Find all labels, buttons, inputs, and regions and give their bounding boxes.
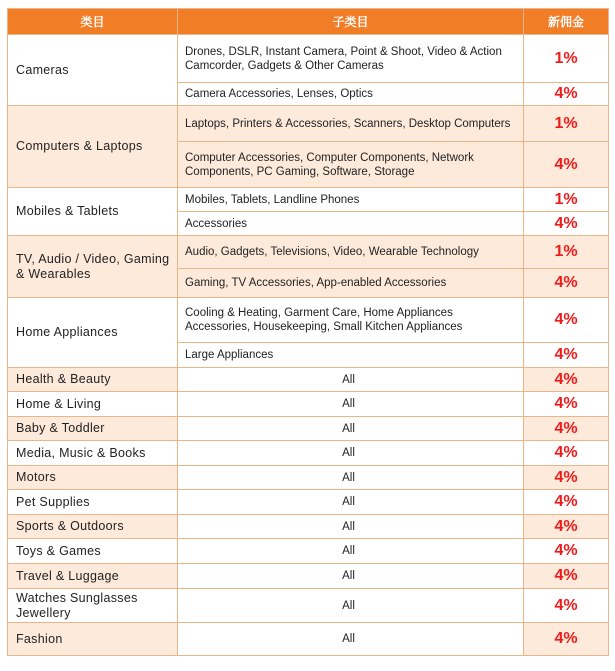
category-cell: Motors — [8, 466, 178, 490]
subcategory-cell: All — [178, 417, 524, 441]
commission-table — [7, 8, 609, 656]
header-category: 类目 — [8, 9, 178, 35]
subcategory-cell: Drones, DSLR, Instant Camera, Point & Shoot, Video & Action Camcorder, Gadgets & Other Cameras — [178, 35, 524, 83]
rate-cell: 1% — [524, 236, 609, 269]
subcategory-cell: All — [178, 539, 524, 564]
table-row — [8, 515, 609, 539]
rate-cell: 4% — [524, 392, 609, 417]
rate-cell: 4% — [524, 269, 609, 298]
table-row — [8, 298, 609, 343]
category-cell: Sports & Outdoors — [8, 515, 178, 539]
category-cell: Media, Music & Books — [8, 441, 178, 466]
subcategory-cell: Audio, Gadgets, Televisions, Video, Wearable Technology — [178, 236, 524, 269]
subcategory-cell: Cooling & Heating, Garment Care, Home Appliances Accessories, Housekeeping, Small Kitchen Appliances — [178, 298, 524, 343]
table-row — [8, 490, 609, 515]
subcategory-cell: All — [178, 441, 524, 466]
category-cell: Fashion — [8, 623, 178, 656]
subcategory-cell: All — [178, 623, 524, 656]
category-cell: Travel & Luggage — [8, 564, 178, 589]
subcategory-cell: All — [178, 515, 524, 539]
table-row — [8, 466, 609, 490]
rate-cell: 4% — [524, 343, 609, 368]
subcategory-cell: All — [178, 368, 524, 392]
rate-cell: 4% — [524, 368, 609, 392]
table-row — [8, 564, 609, 589]
category-cell: Cameras — [8, 35, 178, 106]
subcategory-cell: Accessories — [178, 212, 524, 236]
rate-cell: 4% — [524, 515, 609, 539]
table-row — [8, 35, 609, 83]
category-cell: Health & Beauty — [8, 368, 178, 392]
table-row — [8, 417, 609, 441]
rate-cell: 1% — [524, 106, 609, 142]
table-row — [8, 188, 609, 212]
category-cell: Mobiles & Tablets — [8, 188, 178, 236]
rate-cell: 4% — [524, 623, 609, 656]
rate-cell: 4% — [524, 83, 609, 106]
header-subcategory: 子类目 — [178, 9, 524, 35]
category-cell: Toys & Games — [8, 539, 178, 564]
rate-cell: 4% — [524, 589, 609, 623]
table-row — [8, 392, 609, 417]
subcategory-cell: All — [178, 490, 524, 515]
rate-cell: 4% — [524, 466, 609, 490]
category-cell: Computers & Laptops — [8, 106, 178, 188]
rate-cell: 4% — [524, 142, 609, 188]
category-cell: Home Appliances — [8, 298, 178, 368]
header-rate: 新佣金 — [524, 9, 609, 35]
subcategory-cell: Computer Accessories, Computer Components, Network Components, PC Gaming, Software, Storage — [178, 142, 524, 188]
subcategory-cell: Large Appliances — [178, 343, 524, 368]
table-row — [8, 236, 609, 269]
rate-cell: 4% — [524, 298, 609, 343]
table-row — [8, 106, 609, 142]
subcategory-cell: All — [178, 589, 524, 623]
table-row — [8, 441, 609, 466]
subcategory-cell: Gaming, TV Accessories, App-enabled Accessories — [178, 269, 524, 298]
category-cell: Baby & Toddler — [8, 417, 178, 441]
commission-table-container — [7, 8, 608, 656]
rate-cell: 1% — [524, 188, 609, 212]
rate-cell: 1% — [524, 35, 609, 83]
rate-cell: 4% — [524, 564, 609, 589]
table-header-row — [8, 9, 609, 35]
subcategory-cell: All — [178, 466, 524, 490]
rate-cell: 4% — [524, 441, 609, 466]
table-row — [8, 589, 609, 623]
rate-cell: 4% — [524, 212, 609, 236]
rate-cell: 4% — [524, 490, 609, 515]
subcategory-cell: Mobiles, Tablets, Landline Phones — [178, 188, 524, 212]
category-cell: TV, Audio / Video, Gaming & Wearables — [8, 236, 178, 298]
table-row — [8, 368, 609, 392]
category-cell: Pet Supplies — [8, 490, 178, 515]
subcategory-cell: Laptops, Printers & Accessories, Scanners, Desktop Computers — [178, 106, 524, 142]
rate-cell: 4% — [524, 417, 609, 441]
subcategory-cell: All — [178, 392, 524, 417]
rate-cell: 4% — [524, 539, 609, 564]
subcategory-cell: All — [178, 564, 524, 589]
category-cell: Watches Sunglasses Jewellery — [8, 589, 178, 623]
table-row — [8, 623, 609, 656]
category-cell: Home & Living — [8, 392, 178, 417]
subcategory-cell: Camera Accessories, Lenses, Optics — [178, 83, 524, 106]
table-row — [8, 539, 609, 564]
